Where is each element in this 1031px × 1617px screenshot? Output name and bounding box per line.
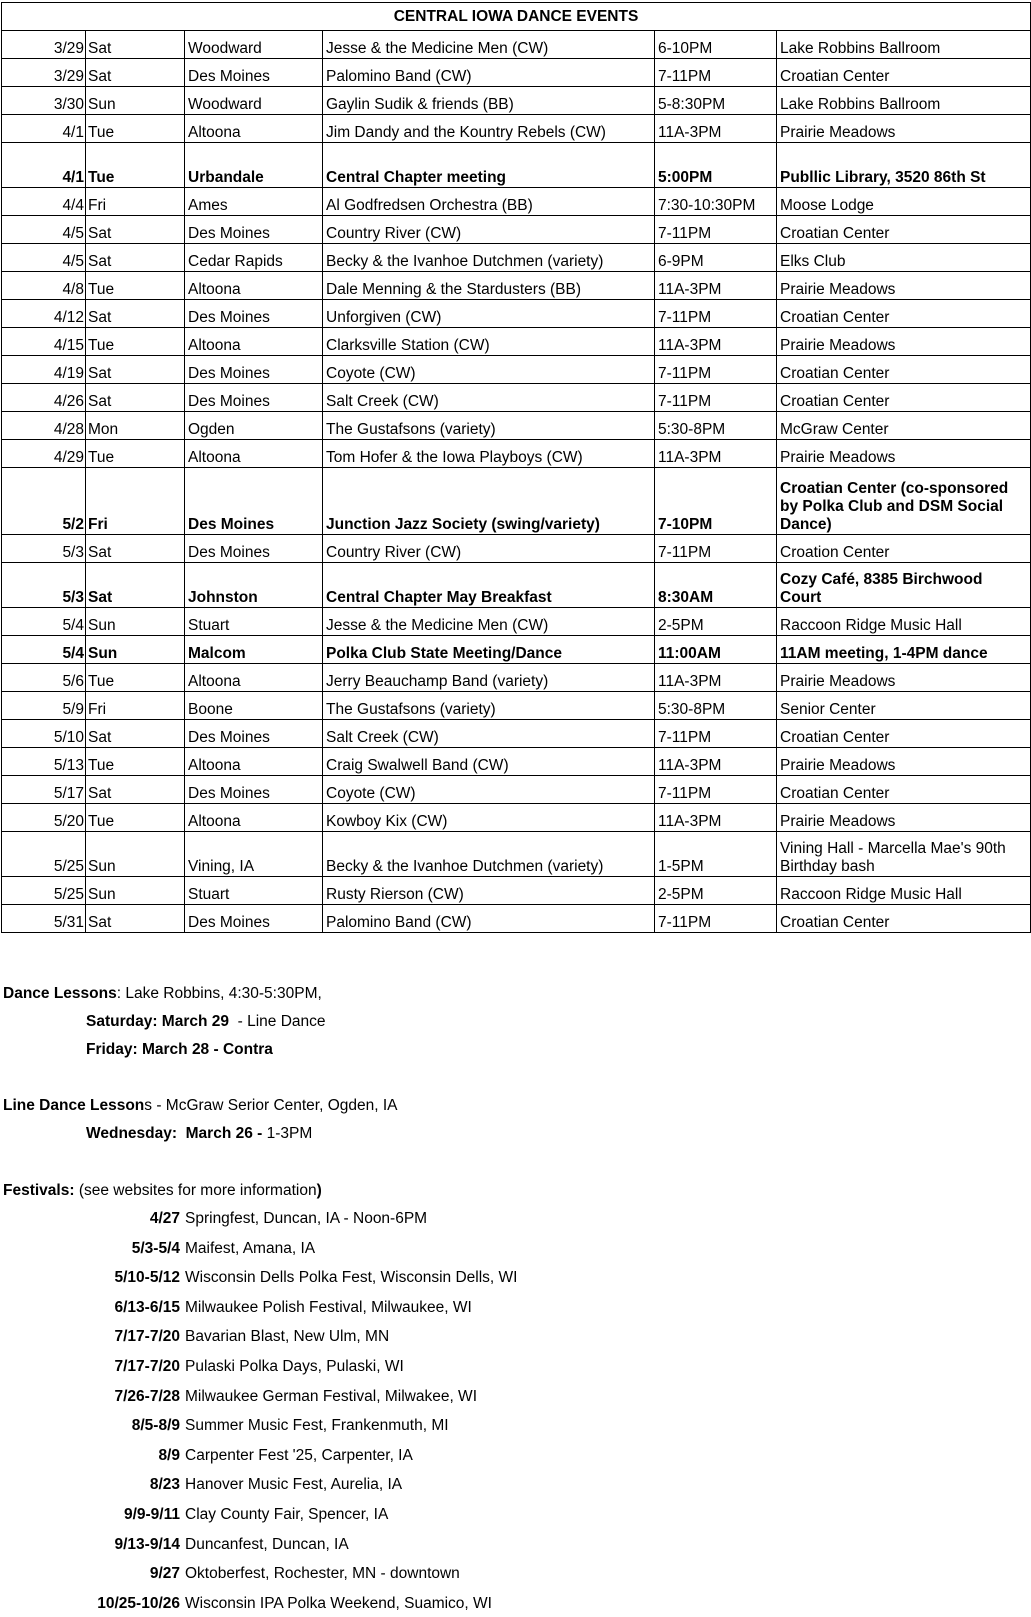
day-cell: Sat xyxy=(86,563,185,608)
date-cell: 3/29 xyxy=(2,59,86,87)
table-row xyxy=(2,468,1031,535)
day-cell: Sat xyxy=(86,535,185,563)
festival-name: Wisconsin IPA Polka Weekend, Suamico, WI xyxy=(185,1594,492,1612)
time-cell: 7-10PM xyxy=(655,468,777,535)
event-cell: Palomino Band (CW) xyxy=(323,59,655,87)
table-row xyxy=(2,664,1031,692)
festival-name: Pulaski Polka Days, Pulaski, WI xyxy=(185,1358,404,1375)
venue-cell: Prairie Meadows xyxy=(777,272,1031,300)
city-cell: Malcom xyxy=(185,636,323,664)
day-cell: Tue xyxy=(86,748,185,776)
festival-item xyxy=(0,1209,1031,1229)
venue-cell: Lake Robbins Ballroom xyxy=(777,31,1031,59)
day-cell: Sat xyxy=(86,216,185,244)
city-cell: Altoona xyxy=(185,115,323,143)
day-cell: Sun xyxy=(86,608,185,636)
date-cell: 5/3 xyxy=(2,535,86,563)
date-cell: 5/25 xyxy=(2,877,86,905)
day-cell: Sat xyxy=(86,720,185,748)
day-cell: Sun xyxy=(86,636,185,664)
city-cell: Boone xyxy=(185,692,323,720)
event-cell: Al Godfredsen Orchestra (BB) xyxy=(323,188,655,216)
festival-date: 7/17-7/20 xyxy=(114,1358,180,1375)
venue-cell: Croatian Center xyxy=(777,776,1031,804)
date-cell: 4/8 xyxy=(2,272,86,300)
time-cell: 7-11PM xyxy=(655,384,777,412)
date-cell: 5/13 xyxy=(2,748,86,776)
date-cell: 3/30 xyxy=(2,87,86,115)
time-cell: 7-11PM xyxy=(655,356,777,384)
table-row xyxy=(2,272,1031,300)
venue-cell: Cozy Café, 8385 Birchwood Court xyxy=(777,563,1031,608)
city-cell: Altoona xyxy=(185,272,323,300)
festival-item xyxy=(0,1505,1031,1525)
city-cell: Des Moines xyxy=(185,468,323,535)
festival-item xyxy=(0,1535,1031,1555)
table-row xyxy=(2,832,1031,877)
time-cell: 11A-3PM xyxy=(655,804,777,832)
table-row xyxy=(2,776,1031,804)
dance-lessons-line-1 xyxy=(86,1012,326,1032)
day-cell: Sun xyxy=(86,877,185,905)
date-cell: 4/28 xyxy=(2,412,86,440)
festival-date: 5/3-5/4 xyxy=(131,1239,180,1257)
table-row xyxy=(2,384,1031,412)
date-cell: 4/26 xyxy=(2,384,86,412)
event-cell: Becky & the Ivanhoe Dutchmen (variety) xyxy=(323,244,655,272)
festival-date: 8/23 xyxy=(149,1476,180,1494)
time-cell: 11A-3PM xyxy=(655,328,777,356)
day-cell: Fri xyxy=(86,468,185,535)
city-cell: Urbandale xyxy=(185,143,323,188)
line-dance-lessons-heading xyxy=(3,1096,398,1116)
city-cell: Vining, IA xyxy=(185,832,323,877)
festival-date: 7/17-7/20 xyxy=(114,1328,180,1346)
venue-cell: Croatian Center (co-sponsored by Polka Club and DSM Social Dance) xyxy=(777,468,1031,535)
festival-date: 5/10-5/12 xyxy=(114,1269,180,1287)
time-cell: 6-10PM xyxy=(655,31,777,59)
city-cell: Johnston xyxy=(185,563,323,608)
table-row xyxy=(2,328,1031,356)
time-cell: 5-8:30PM xyxy=(655,87,777,115)
day-cell: Sun xyxy=(86,87,185,115)
festival-item xyxy=(0,1446,1031,1466)
venue-cell: Raccoon Ridge Music Hall xyxy=(777,608,1031,636)
date-cell: 5/9 xyxy=(2,692,86,720)
festival-date: 10/25-10/26 xyxy=(97,1594,180,1612)
city-cell: Des Moines xyxy=(185,300,323,328)
day-cell: Tue xyxy=(86,143,185,188)
city-cell: Ogden xyxy=(185,412,323,440)
day-cell: Sat xyxy=(86,244,185,272)
table-row xyxy=(2,608,1031,636)
day-cell: Tue xyxy=(86,664,185,692)
date-cell: 4/1 xyxy=(2,115,86,143)
time-cell: 11A-3PM xyxy=(655,748,777,776)
event-cell: Coyote (CW) xyxy=(323,776,655,804)
table-row xyxy=(2,692,1031,720)
city-cell: Des Moines xyxy=(185,384,323,412)
city-cell: Des Moines xyxy=(185,776,323,804)
city-cell: Stuart xyxy=(185,608,323,636)
venue-cell: Elks Club xyxy=(777,244,1031,272)
table-row xyxy=(2,300,1031,328)
table-row xyxy=(2,216,1031,244)
time-cell: 7:30-10:30PM xyxy=(655,188,777,216)
time-cell: 1-5PM xyxy=(655,832,777,877)
festival-name: Wisconsin Dells Polka Fest, Wisconsin Dells, WI xyxy=(185,1269,518,1287)
city-cell: Stuart xyxy=(185,877,323,905)
city-cell: Altoona xyxy=(185,664,323,692)
venue-cell: Prairie Meadows xyxy=(777,115,1031,143)
day-cell: Sat xyxy=(86,384,185,412)
date-cell: 5/17 xyxy=(2,776,86,804)
time-cell: 2-5PM xyxy=(655,877,777,905)
table-row xyxy=(2,115,1031,143)
festival-date: 4/27 xyxy=(149,1210,180,1227)
date-cell: 5/31 xyxy=(2,905,86,933)
table-row xyxy=(2,244,1031,272)
time-cell: 11A-3PM xyxy=(655,272,777,300)
table-title: CENTRAL IOWA DANCE EVENTS xyxy=(2,3,1031,31)
city-cell: Des Moines xyxy=(185,905,323,933)
date-cell: 4/1 xyxy=(2,143,86,188)
line-dance-lessons-text: s - McGraw Serior Center, Ogden, IA xyxy=(144,1097,398,1114)
venue-cell: Croatian Center xyxy=(777,300,1031,328)
time-cell: 5:00PM xyxy=(655,143,777,188)
time-cell: 5:30-8PM xyxy=(655,412,777,440)
event-cell: The Gustafsons (variety) xyxy=(323,692,655,720)
venue-cell: Vining Hall - Marcella Mae's 90th Birthday bash xyxy=(777,832,1031,877)
date-cell: 5/4 xyxy=(2,636,86,664)
venue-cell: Prairie Meadows xyxy=(777,440,1031,468)
event-cell: Coyote (CW) xyxy=(323,356,655,384)
time-cell: 8:30AM xyxy=(655,563,777,608)
day-cell: Fri xyxy=(86,188,185,216)
festival-item xyxy=(0,1594,1031,1614)
date-cell: 4/15 xyxy=(2,328,86,356)
event-cell: Gaylin Sudik & friends (BB) xyxy=(323,87,655,115)
venue-cell: Publlic Library, 3520 86th St xyxy=(777,143,1031,188)
time-cell: 6-9PM xyxy=(655,244,777,272)
time-cell: 7-11PM xyxy=(655,216,777,244)
event-cell: Salt Creek (CW) xyxy=(323,384,655,412)
dance-lessons-line-2: Friday: March 28 - Contra xyxy=(86,1041,273,1058)
festival-name: Summer Music Fest, Frankenmuth, MI xyxy=(185,1417,449,1435)
date-cell: 5/3 xyxy=(2,563,86,608)
day-cell: Tue xyxy=(86,804,185,832)
table-row xyxy=(2,905,1031,933)
venue-cell: Prairie Meadows xyxy=(777,804,1031,832)
event-cell: The Gustafsons (variety) xyxy=(323,412,655,440)
table-row xyxy=(2,804,1031,832)
city-cell: Altoona xyxy=(185,440,323,468)
table-row xyxy=(2,748,1031,776)
table-row xyxy=(2,356,1031,384)
festival-name: Duncanfest, Duncan, IA xyxy=(185,1535,349,1553)
event-cell: Polka Club State Meeting/Dance xyxy=(323,636,655,664)
time-cell: 11A-3PM xyxy=(655,664,777,692)
festival-item xyxy=(0,1327,1031,1347)
time-cell: 7-11PM xyxy=(655,720,777,748)
time-cell: 11:00AM xyxy=(655,636,777,664)
event-cell: Jesse & the Medicine Men (CW) xyxy=(323,31,655,59)
day-cell: Sun xyxy=(86,832,185,877)
day-cell: Tue xyxy=(86,115,185,143)
table-row xyxy=(2,563,1031,608)
venue-cell: Senior Center xyxy=(777,692,1031,720)
venue-cell: Croatian Center xyxy=(777,720,1031,748)
venue-cell: Raccoon Ridge Music Hall xyxy=(777,877,1031,905)
festival-item xyxy=(0,1475,1031,1495)
venue-cell: 11AM meeting, 1-4PM dance xyxy=(777,636,1031,664)
city-cell: Des Moines xyxy=(185,535,323,563)
festival-date: 7/26-7/28 xyxy=(114,1387,180,1405)
festivals-text: (see websites for more information xyxy=(74,1182,317,1199)
festival-date: 9/9-9/11 xyxy=(123,1506,180,1523)
table-row xyxy=(2,87,1031,115)
city-cell: Cedar Rapids xyxy=(185,244,323,272)
festival-name: Bavarian Blast, New Ulm, MN xyxy=(185,1328,390,1346)
festival-date: 9/27 xyxy=(149,1565,180,1583)
time-cell: 2-5PM xyxy=(655,608,777,636)
venue-cell: Croatian Center xyxy=(777,905,1031,933)
festival-date: 8/9 xyxy=(158,1446,180,1464)
date-cell: 5/20 xyxy=(2,804,86,832)
venue-cell: Croation Center xyxy=(777,535,1031,563)
table-row xyxy=(2,59,1031,87)
event-cell: Becky & the Ivanhoe Dutchmen (variety) xyxy=(323,832,655,877)
venue-cell: Lake Robbins Ballroom xyxy=(777,87,1031,115)
city-cell: Woodward xyxy=(185,31,323,59)
festival-name: Carpenter Fest '25, Carpenter, IA xyxy=(185,1446,413,1464)
date-cell: 5/6 xyxy=(2,664,86,692)
day-cell: Sat xyxy=(86,905,185,933)
line-dance-lessons-line-1 xyxy=(86,1124,312,1144)
venue-cell: Prairie Meadows xyxy=(777,748,1031,776)
line-dance-lessons-line-1-rest: 1-3PM xyxy=(262,1125,313,1142)
festival-item xyxy=(0,1298,1031,1318)
time-cell: 11A-3PM xyxy=(655,115,777,143)
day-cell: Mon xyxy=(86,412,185,440)
city-cell: Altoona xyxy=(185,328,323,356)
city-cell: Des Moines xyxy=(185,356,323,384)
day-cell: Tue xyxy=(86,440,185,468)
day-cell: Sat xyxy=(86,356,185,384)
table-row xyxy=(2,877,1031,905)
time-cell: 7-11PM xyxy=(655,59,777,87)
time-cell: 11A-3PM xyxy=(655,440,777,468)
festivals-label: Festivals: xyxy=(3,1182,75,1199)
line-dance-lessons-line-1-bold: Wednesday: March 26 - xyxy=(86,1125,263,1142)
festival-item xyxy=(0,1357,1031,1377)
event-cell: Country River (CW) xyxy=(323,535,655,563)
time-cell: 7-11PM xyxy=(655,905,777,933)
festival-date: 6/13-6/15 xyxy=(114,1298,180,1316)
event-cell: Palomino Band (CW) xyxy=(323,905,655,933)
dance-lessons-heading xyxy=(3,984,322,1004)
day-cell: Sat xyxy=(86,59,185,87)
venue-cell: McGraw Center xyxy=(777,412,1031,440)
date-cell: 5/2 xyxy=(2,468,86,535)
event-cell: Jerry Beauchamp Band (variety) xyxy=(323,664,655,692)
venue-cell: Croatian Center xyxy=(777,356,1031,384)
event-cell: Clarksville Station (CW) xyxy=(323,328,655,356)
event-cell: Central Chapter meeting xyxy=(323,143,655,188)
festival-date: 8/5-8/9 xyxy=(131,1417,180,1435)
city-cell: Woodward xyxy=(185,87,323,115)
festival-date: 9/13-9/14 xyxy=(114,1535,180,1553)
venue-cell: Croatian Center xyxy=(777,384,1031,412)
event-cell: Jim Dandy and the Kountry Rebels (CW) xyxy=(323,115,655,143)
dance-lessons-text: : Lake Robbins, 4:30-5:30PM, xyxy=(116,985,322,1002)
festival-name: Milwaukee Polish Festival, Milwaukee, WI xyxy=(185,1298,472,1316)
day-cell: Fri xyxy=(86,692,185,720)
festival-item xyxy=(0,1268,1031,1288)
date-cell: 3/29 xyxy=(2,31,86,59)
city-cell: Altoona xyxy=(185,804,323,832)
venue-cell: Prairie Meadows xyxy=(777,664,1031,692)
table-row xyxy=(2,440,1031,468)
date-cell: 4/4 xyxy=(2,188,86,216)
date-cell: 5/10 xyxy=(2,720,86,748)
venue-cell: Croatian Center xyxy=(777,216,1031,244)
date-cell: 5/4 xyxy=(2,608,86,636)
festival-name: Milwaukee German Festival, Milwakee, WI xyxy=(185,1387,477,1405)
line-dance-lessons-label: Line Dance Lesson xyxy=(3,1097,145,1114)
date-cell: 4/5 xyxy=(2,216,86,244)
event-cell: Jesse & the Medicine Men (CW) xyxy=(323,608,655,636)
city-cell: Ames xyxy=(185,188,323,216)
event-cell: Unforgiven (CW) xyxy=(323,300,655,328)
festival-item xyxy=(0,1564,1031,1584)
festival-item xyxy=(0,1387,1031,1407)
date-cell: 4/29 xyxy=(2,440,86,468)
venue-cell: Prairie Meadows xyxy=(777,328,1031,356)
dance-lessons-label: Dance Lessons xyxy=(3,985,117,1002)
time-cell: 5:30-8PM xyxy=(655,692,777,720)
day-cell: Sat xyxy=(86,776,185,804)
festivals-heading xyxy=(3,1181,322,1201)
table-row xyxy=(2,412,1031,440)
day-cell: Sat xyxy=(86,31,185,59)
city-cell: Des Moines xyxy=(185,59,323,87)
event-cell: Dale Menning & the Stardusters (BB) xyxy=(323,272,655,300)
festival-name: Hanover Music Fest, Aurelia, IA xyxy=(185,1476,403,1494)
time-cell: 7-11PM xyxy=(655,535,777,563)
venue-cell: Moose Lodge xyxy=(777,188,1031,216)
festival-name: Oktoberfest, Rochester, MN - downtown xyxy=(185,1565,460,1583)
event-cell: Craig Swalwell Band (CW) xyxy=(323,748,655,776)
event-cell: Junction Jazz Society (swing/variety) xyxy=(323,468,655,535)
festival-name: Springfest, Duncan, IA - Noon-6PM xyxy=(185,1210,428,1227)
table-row xyxy=(2,720,1031,748)
festival-name: Maifest, Amana, IA xyxy=(185,1239,316,1257)
venue-cell: Croatian Center xyxy=(777,59,1031,87)
event-cell: Tom Hofer & the Iowa Playboys (CW) xyxy=(323,440,655,468)
table-row xyxy=(2,188,1031,216)
event-cell: Country River (CW) xyxy=(323,216,655,244)
event-cell: Rusty Rierson (CW) xyxy=(323,877,655,905)
date-cell: 4/19 xyxy=(2,356,86,384)
table-row xyxy=(2,31,1031,59)
dance-events-table xyxy=(1,2,1031,933)
table-row xyxy=(2,535,1031,563)
city-cell: Altoona xyxy=(185,748,323,776)
festival-item xyxy=(0,1239,1031,1259)
date-cell: 4/5 xyxy=(2,244,86,272)
event-cell: Kowboy Kix (CW) xyxy=(323,804,655,832)
festivals-label-close: ) xyxy=(316,1182,322,1199)
day-cell: Tue xyxy=(86,272,185,300)
date-cell: 5/25 xyxy=(2,832,86,877)
city-cell: Des Moines xyxy=(185,216,323,244)
time-cell: 7-11PM xyxy=(655,776,777,804)
date-cell: 4/12 xyxy=(2,300,86,328)
table-row xyxy=(2,636,1031,664)
city-cell: Des Moines xyxy=(185,720,323,748)
event-cell: Central Chapter May Breakfast xyxy=(323,563,655,608)
event-cell: Salt Creek (CW) xyxy=(323,720,655,748)
dance-lessons-line-1-rest: - Line Dance xyxy=(229,1013,326,1030)
table-row xyxy=(2,143,1031,188)
time-cell: 7-11PM xyxy=(655,300,777,328)
dance-lessons-line-1-bold: Saturday: March 29 xyxy=(86,1013,229,1030)
festival-item xyxy=(0,1416,1031,1436)
day-cell: Tue xyxy=(86,328,185,356)
day-cell: Sat xyxy=(86,300,185,328)
festival-name: Clay County Fair, Spencer, IA xyxy=(185,1506,389,1523)
